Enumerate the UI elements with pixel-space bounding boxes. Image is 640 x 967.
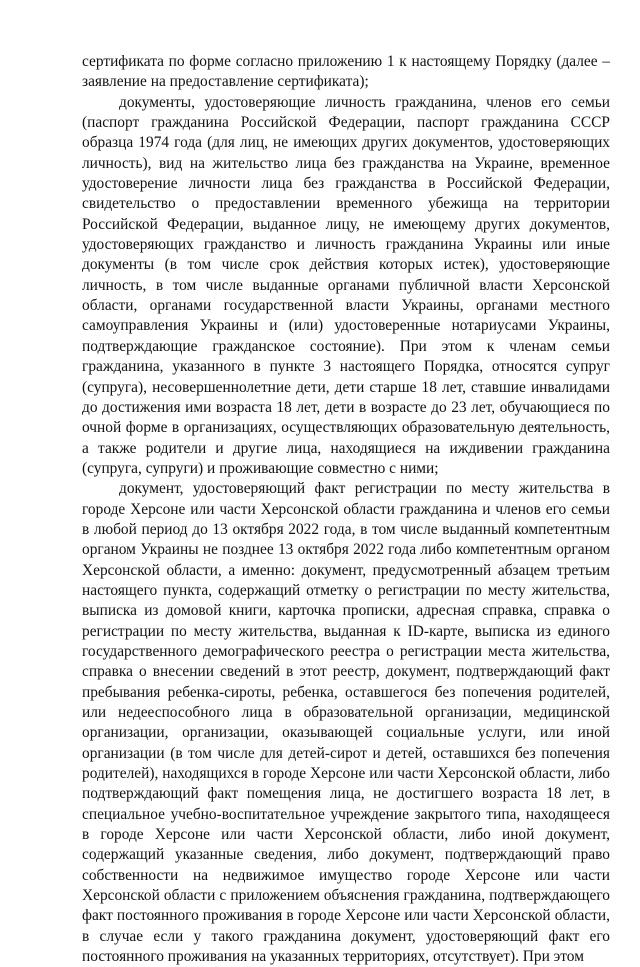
paragraph-registration-document: документ, удостоверяющий факт регистрации по месту жительства в городе Херсоне или части Херсонской области гражданина и членов его семьи в любой период до 13 октября 2022 года, в том числе выданный компетентным органом Украины не позднее 13 октября 2022 года либо компетентным органом Херсонской области, а именно: документ, предусмотренный абзацем третьим настоящего пункта, содержащий отметку о регистрации по месту жительства, выписка из домовой книги, карточка прописки, адресная справка, справка о регистрации по месту жительства, выданная к ID-карте, выписка из единого государственного демографического реестра о регистрации места жительства, справка о внесении сведений в этот реестр, документ, подтверждающий факт пребывания ребенка-сироты, ребенка, оставшегося без попечения родителей, или недееспособного лица в образовательной организации, медицинской организации, организации, оказывающей социальные услуги, или иной организации (в том числе для детей-сирот и детей, оставшихся без попечения родителей), находящихся в городе Херсоне или части Херсонской области, либо подтверждающий факт помещения лица, не достигшего возраста 18 лет, в специальное учебно-воспитательное учреждение закрытого типа, находящееся в городе Херсоне или части Херсонской области, либо иной документ, содержащий указанные сведения, либо документ, подтверждающий право собственности на недвижимое имущество городе Херсоне или части Херсонской области с приложением объяснения гражданина, подтверждающего факт постоянного проживания в городе Херсоне или части Херсонской области, в случае если у такого гражданина документ, удостоверяющий факт его постоянного проживания на указанных территориях, отсутствует). При этом — [82, 480, 610, 966]
paragraph-certificate-application: сертификата по форме согласно приложению 1 к настоящему Порядку (далее – заявление на предоставление сертификата); — [82, 53, 610, 91]
paragraph-identity-documents: документы, удостоверяющие личность гражданина, членов его семьи (паспорт гражданина Российской Федерации, паспорт гражданина СССР образца 1974 года (для лиц, не имеющих других документов, удостоверяющих личность), вид на жительство лица без гражданства на Украине, временное удостоверение личности лица без гражданства в Российской Федерации, свидетельство о предоставлении временного убежища на территории Российской Федерации, выданное лицу, не имеющему других документов, удостоверяющих гражданство и личность гражданина Украины или иные документы (в том числе срок действия которых истек), удостоверяющие личность, в том числе выданные органами публичной власти Херсонской области, органами государственной власти Украины, органами местного самоуправления Украины и (или) удостоверенные нотариусами Украины, подтверждающие гражданское состояние). При этом к членам семьи гражданина, указанного в пункте 3 настоящего Порядка, относятся супруг (супруга), несовершеннолетние дети, дети старше 18 лет, ставшие инвалидами до достижения ими возраста 18 лет, дети в возрасте до 23 лет, обучающиеся по очной форме в организациях, осуществляющих образовательную деятельность, а также родители и другие лица, находящиеся на иждивении гражданина (супруга, супруги) и проживающие совместно с ними; — [82, 93, 610, 477]
document-page — [82, 52, 610, 967]
